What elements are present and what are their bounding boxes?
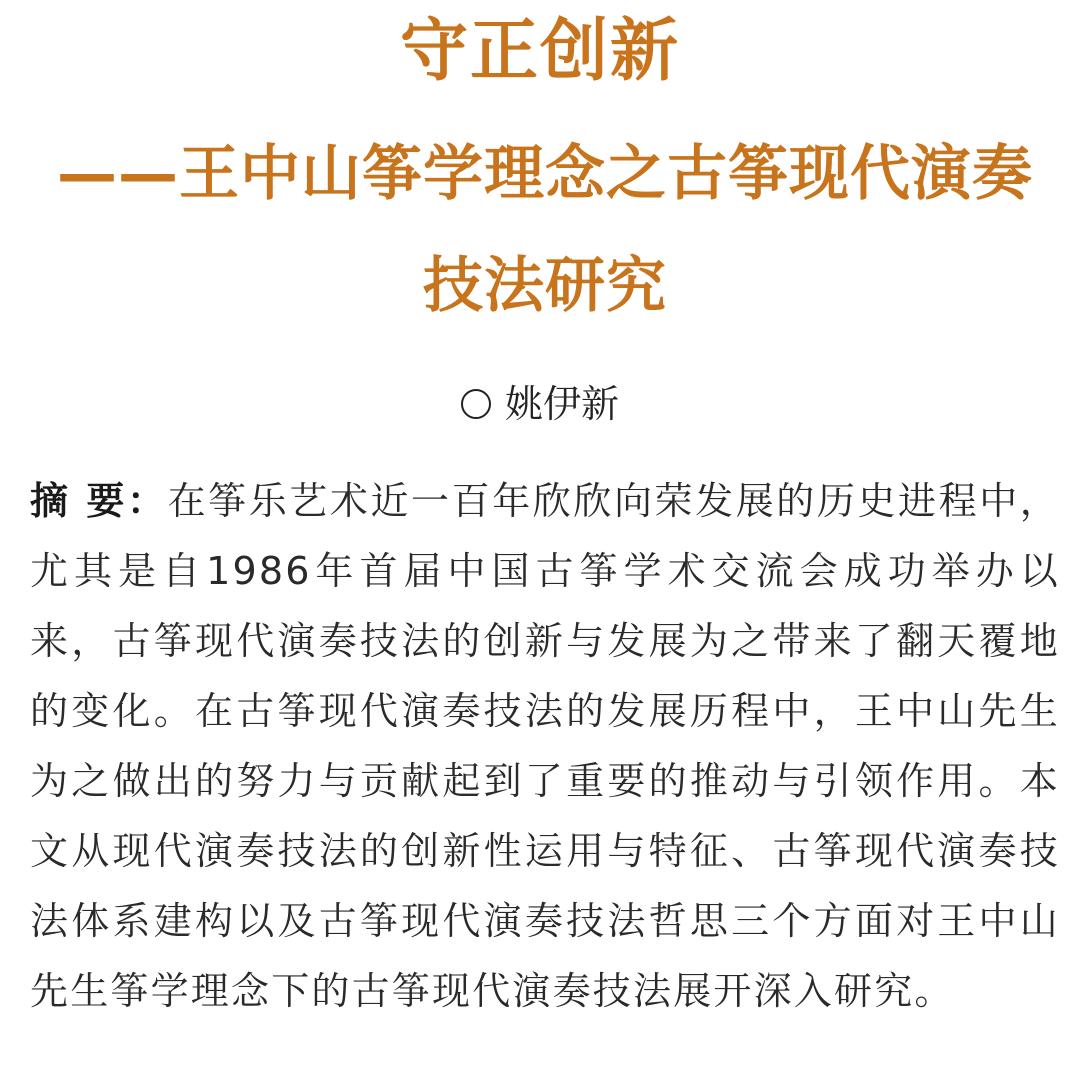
article-title: 守正创新: [399, 12, 680, 91]
author-line: [0, 376, 1080, 432]
author-name: 姚伊新: [504, 382, 619, 426]
abstract-paragraph: [30, 466, 1060, 1026]
circle-icon: [461, 389, 491, 419]
abstract-label: 摘 要：: [30, 479, 168, 523]
article-subtitle: ——王中山筝学理念之古筝现代演奏技法研究: [57, 139, 1033, 321]
abstract-text: 在筝乐艺术近一百年欣欣向荣发展的历史进程中，尤其是自1986年首届中国古筝学术交流会成功举办以来，古筝现代演奏技法的创新与发展为之带来了翻天覆地的变化。在古筝现代演奏技法的发展历程中，王中山先生为之做出的努力与贡献起到了重要的推动与引领作用。本文从现代演奏技法的创新性运用与特征、古筝现代演奏技法体系建构以及古筝现代演奏技法哲思三个方面对王中山先生筝学理念下的古筝现代演奏技法展开深入研究。: [30, 479, 1060, 1013]
